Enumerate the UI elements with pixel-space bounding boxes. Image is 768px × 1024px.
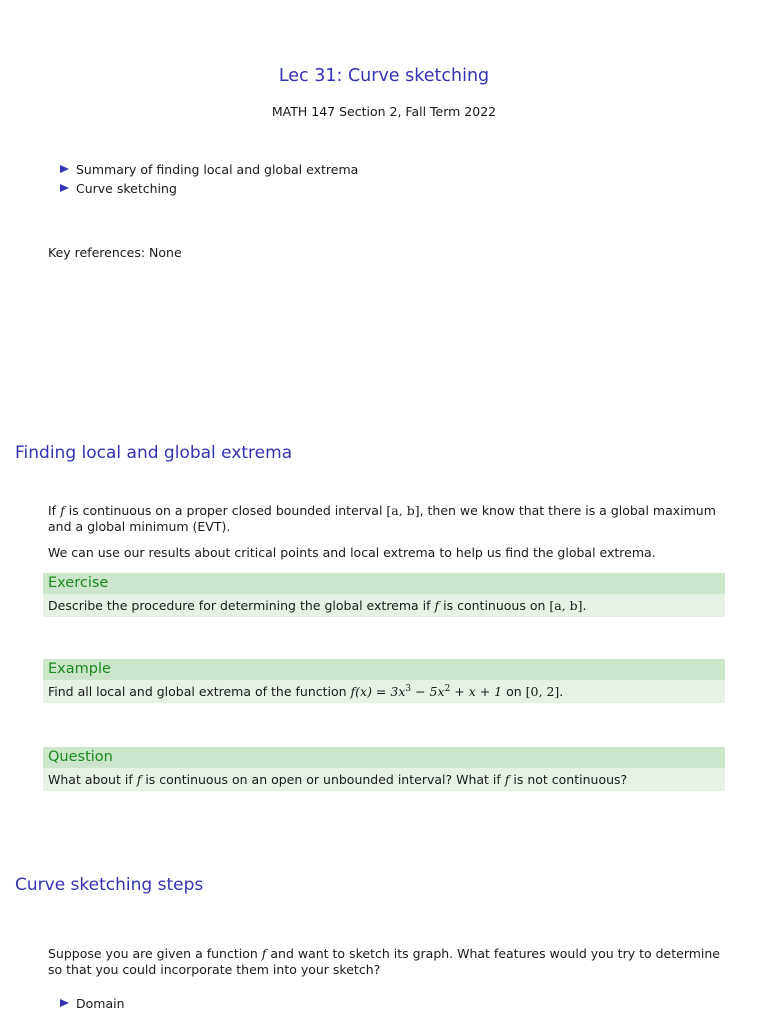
feature-item-text: Domain — [76, 996, 125, 1011]
frame-title: Curve sketching steps — [15, 875, 204, 895]
list-item — [60, 994, 125, 1013]
triangle-bullet-icon — [60, 999, 69, 1007]
sketch-intro-paragraph: Suppose you are given a function f and want to sketch its graph. What features would you try to determine so that you could incorporate them into your sketch? — [48, 946, 720, 977]
block-title: Example — [43, 659, 725, 680]
outline-list — [60, 160, 358, 198]
block-title: Question — [43, 747, 725, 768]
block-body: Find all local and global extrema of the function $f(x) = 3x^3 - 5x^2 + x + 1$ on [0, 2]. — [43, 680, 725, 703]
block-title: Exercise — [43, 573, 725, 594]
triangle-bullet-icon — [60, 165, 69, 173]
list-item — [60, 160, 358, 179]
outline-item-text: Curve sketching — [76, 181, 177, 196]
list-item — [60, 179, 358, 198]
lecture-title: Lec 31: Curve sketching — [278, 66, 490, 86]
block-body: What about if f is continuous on an open or unbounded interval? What if f is not continuous? — [43, 768, 725, 791]
course-subtitle: MATH 147 Section 2, Fall Term 2022 — [271, 104, 497, 119]
key-references: Key references: None — [48, 245, 182, 260]
triangle-bullet-icon — [60, 184, 69, 192]
critical-points-paragraph: We can use our results about critical points and local extrema to help us find the global extrema. — [48, 545, 656, 560]
outline-item-text: Summary of finding local and global extrema — [76, 162, 359, 177]
evt-paragraph: If f is continuous on a proper closed bounded interval [a, b], then we know that there is a global maximum and a global minimum (EVT). — [48, 503, 716, 534]
example-block — [43, 659, 725, 703]
frame-title: Finding local and global extrema — [15, 443, 293, 463]
features-list — [60, 994, 125, 1013]
exercise-block — [43, 573, 725, 617]
block-body: Describe the procedure for determining the global extrema if f is continuous on [a, b]. — [43, 594, 725, 617]
question-block — [43, 747, 725, 791]
